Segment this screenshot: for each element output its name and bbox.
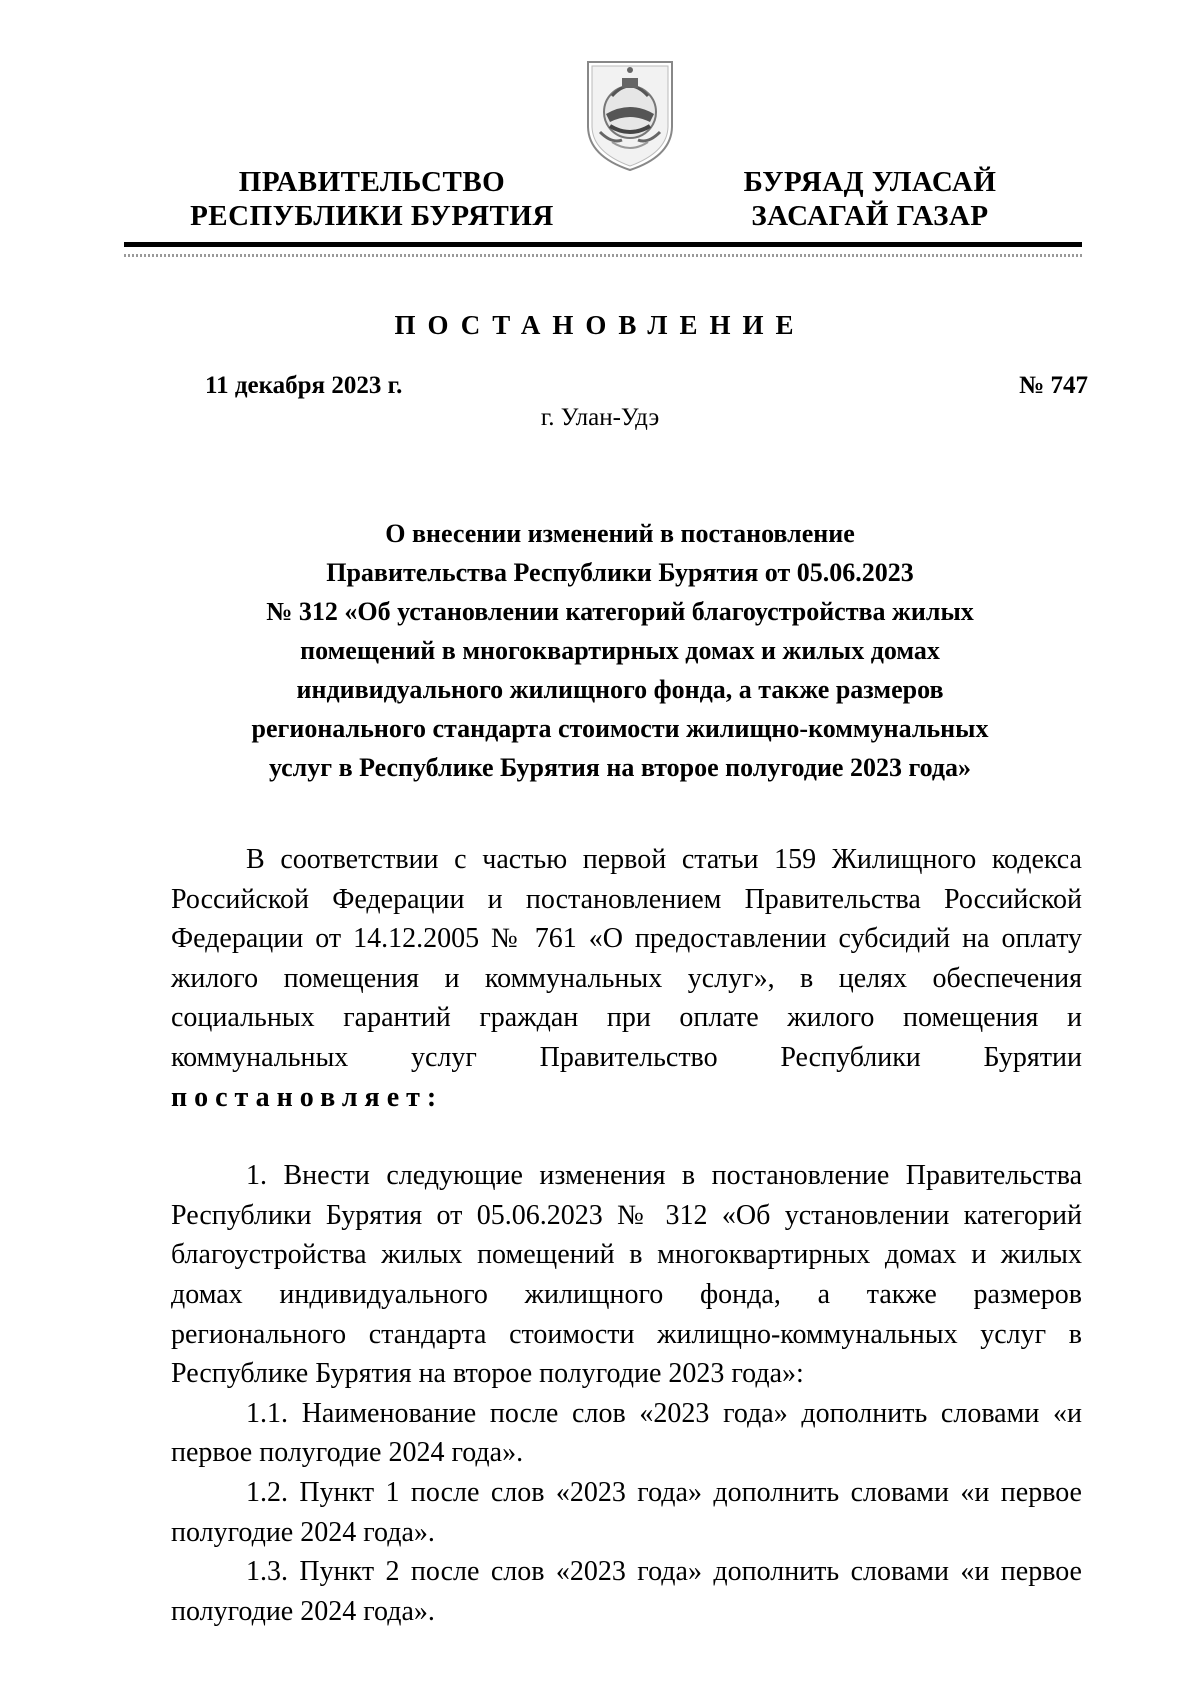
document-type: ПОСТАНОВЛЕНИЕ — [394, 310, 806, 340]
title-line: регионального стандарта стоимости жилищно-коммунальных — [251, 714, 989, 743]
government-name-bua — [700, 165, 1040, 233]
item-paragraph: 1.2. Пункт 1 после слов «2023 года» дополнить словами «и первое полугодие 2024 года». — [171, 1476, 1082, 1548]
title-line: О внесении изменений в постановление — [385, 519, 855, 548]
title-line: помещений в многоквартирных домах и жилых домах — [300, 636, 940, 665]
government-name-ru — [162, 165, 582, 233]
item-paragraph: 1.1. Наименование после слов «2023 года» дополнить словами «и первое полугодие 2024 года». — [171, 1397, 1082, 1469]
document-city: г. Улан-Удэ — [540, 404, 660, 431]
item-paragraph: 1.3. Пункт 2 после слов «2023 года» дополнить словами «и первое полугодие 2024 года». — [171, 1556, 1082, 1627]
title-line: № 312 «Об установлении категорий благоустройства жилых — [266, 597, 974, 626]
government-name-ru-line2: РЕСПУБЛИКИ БУРЯТИЯ — [190, 200, 554, 232]
title-line: услуг в Республике Бурятия на второе полугодие 2023 года» — [268, 753, 972, 782]
preamble-paragraph — [171, 840, 1082, 1117]
government-name-bua-line1: БУРЯАД УЛАСАЙ — [743, 166, 997, 198]
header-divider-thin — [124, 254, 1082, 257]
document-title — [160, 514, 1080, 787]
preamble-emphasis: постановляет: — [171, 1081, 444, 1113]
government-name-ru-line1: ПРАВИТЕЛЬСТВО — [238, 166, 506, 198]
preamble-text: В соответствии с частью первой статьи 159 Жилищного кодекса Российской Федерации и постановлением Правительства Российской Федерации от 14.12.2005 № 761 «О предоставлении субсидий на оплату жилого помещения и коммунальных услуг», в целях обеспечения социальных гарантий граждан при оплате жилого помещения и коммунальных услуг Правительство Республики Бурятии — [171, 844, 1082, 1073]
government-name-bua-line2: ЗАСАГАЙ ГАЗАР — [751, 200, 989, 232]
title-line: индивидуального жилищного фонда, а также размеров — [296, 675, 944, 704]
header-divider-thick — [124, 242, 1082, 247]
document-number: № 747 — [1019, 372, 1088, 399]
item-paragraph: 1. Внести следующие изменения в постановление Правительства Республики Бурятия от 05.06.2023 № 312 «Об установлении категорий благоустройства жилых помещений в многоквартирных домах и жилых домах индивидуального жилищного фонда, а также размеров регионального стандарта стоимости жилищно-коммунальных услуг в Республике Бурятия на второе полугодие 2023 года»: — [171, 1160, 1082, 1390]
document-date: 11 декабря 2023 г. — [205, 372, 403, 399]
coat-of-arms-icon — [582, 56, 678, 174]
document-body — [171, 840, 1082, 1631]
title-line: Правительства Республики Бурятия от 05.06.2023 — [326, 558, 914, 587]
